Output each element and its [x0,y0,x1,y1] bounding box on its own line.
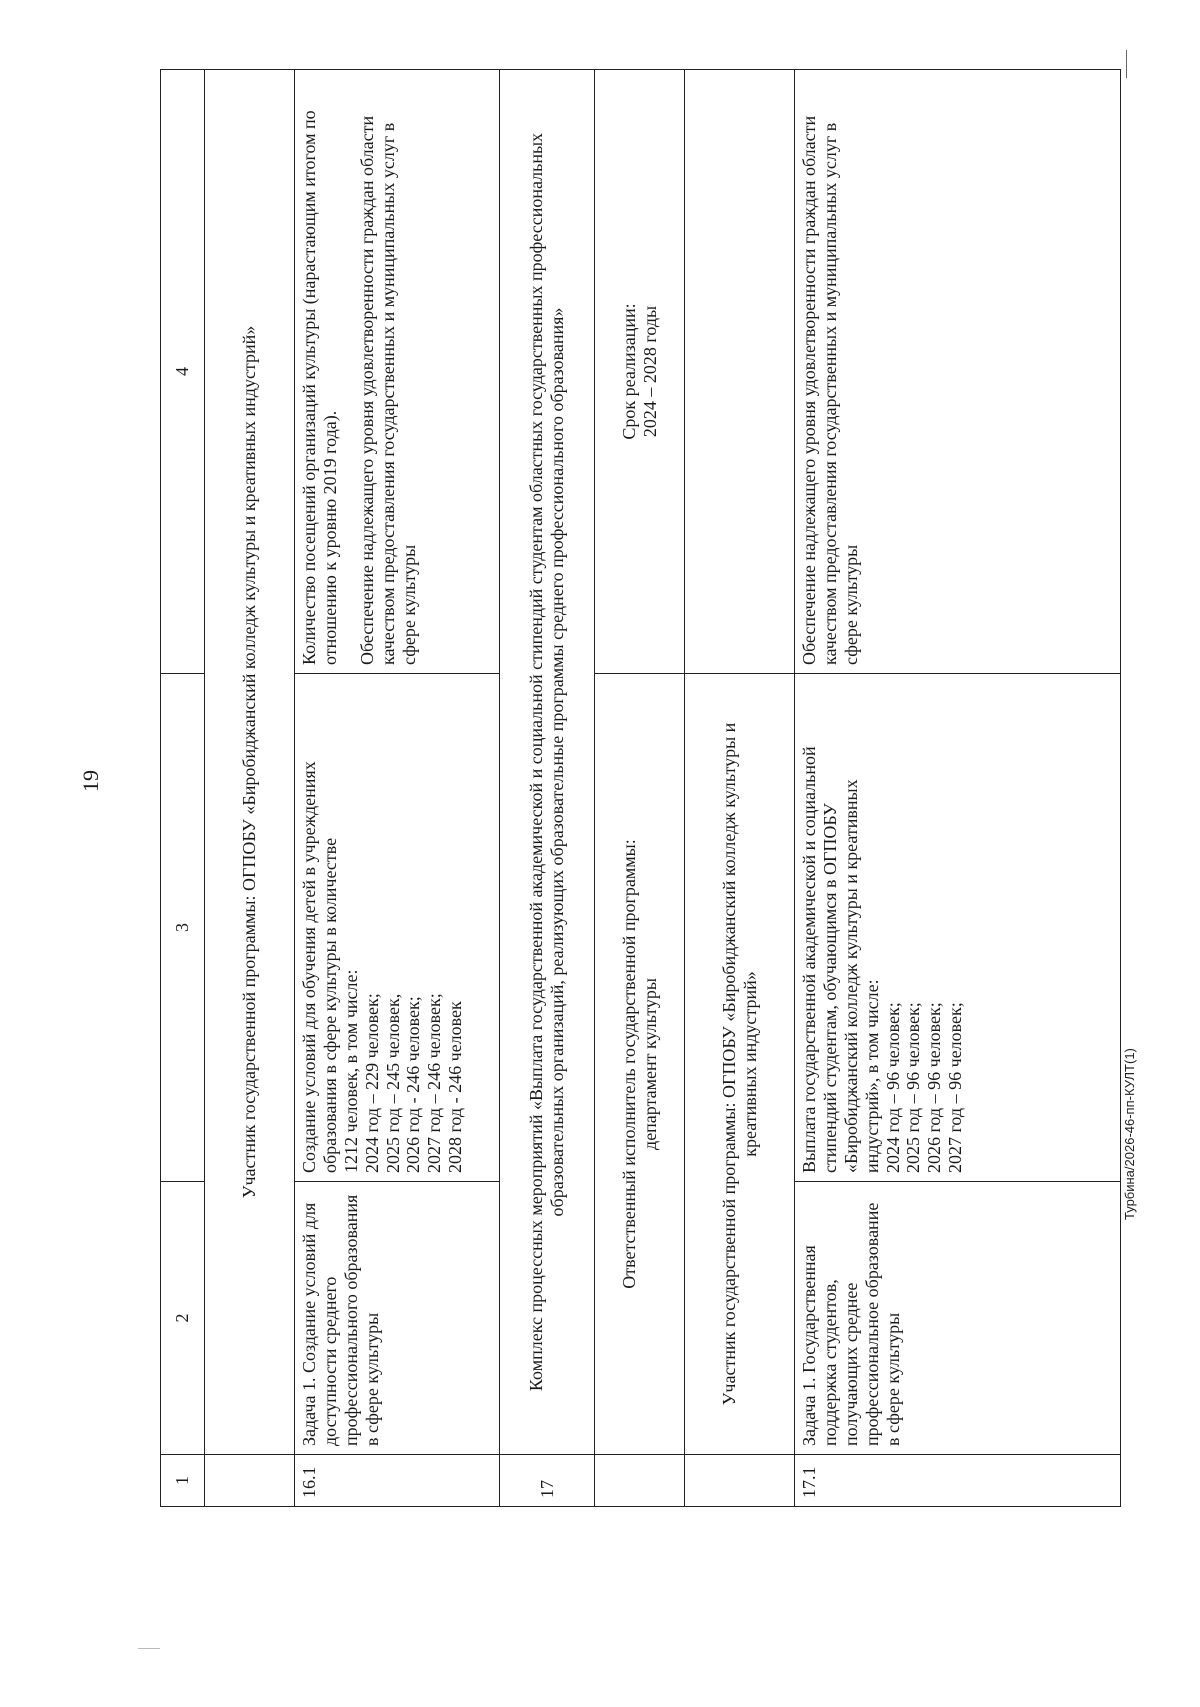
table-row [795,70,1121,1507]
implementation-term [595,70,685,674]
document-footer-code: Турбина/2026-46-пп-КУЛТ(1) [1122,1048,1137,1220]
result-line: Выплата государственной академической и социальной стипендий студентам, обучающимся в ОГПОБУ «Биробиджанский колледж культуры и креативных индустрий», в том числе: [799,746,882,1173]
result-line: Создание условий для обучения детей в учреждениях образования в сфере культуры в количестве [299,761,340,1173]
row-number-cell [595,1455,685,1507]
indicator-satisfaction: Обеспечение надлежащего уровня удовлетворенности граждан области качеством предоставления государственных и муниципальных услуг в сфере культуры [356,115,419,665]
row-number-17: 17 [500,1455,595,1507]
header-cell-4: 4 [161,70,205,674]
indicator-17-1: Обеспечение надлежащего уровня удовлетворенности граждан области качеством предоставления государственных и муниципальных услуг в сфере культуры [795,70,1121,674]
result-line: 2025 год – 245 человек, [382,993,403,1173]
term-value: 2024 – 2028 годы [639,305,660,438]
result-16-1 [295,674,500,1182]
responsible-label: Ответственный исполнитель государственной программы: [618,839,639,1289]
row-number-17-1: 17.1 [795,1455,1121,1507]
table-row [685,70,795,1507]
participant-row-17: Участник государственной программы: ОГПОБУ «Биробиджанский колледж культуры и креативных индустрий» [685,674,795,1455]
header-cell-3: 3 [161,674,205,1182]
footer-mark [1126,50,1127,78]
result-line: 2027 год – 246 человек; [424,993,445,1173]
page-number: 19 [78,770,103,792]
indicator-visits: Количество посещений организаций культуры (нарастающим итогом по отношению к уровню 2019 года). [299,110,340,665]
term-label: Срок реализации: [618,303,639,440]
program-table [160,69,1121,1507]
table-row [500,70,595,1507]
table-row [295,70,500,1507]
header-cell-1: 1 [161,1455,205,1507]
table-header-row [161,70,205,1507]
scan-mark [138,1648,160,1649]
header-cell-2: 2 [161,1182,205,1455]
responsible-executor [595,674,685,1455]
result-line: 1212 человек, в том числе: [340,969,361,1173]
row-number-cell [685,1455,795,1507]
complex-title-17: Комплекс процессных мероприятий «Выплата государственной академической и социальной стипендий студентам областных государственных профессиональных образовательных организаций, реализующих образовательные программы среднего профессионального образования» [500,70,595,1455]
task-16-1: Задача 1. Создание условий для доступности среднего профессионального образования в сфере культуры [295,1182,500,1455]
table-row [595,70,685,1507]
row-number-cell [205,1455,295,1507]
program-table-wrapper [160,70,1120,1507]
result-17-1 [795,674,1121,1182]
participant-row-16: Участник государственной программы: ОГПОБУ «Биробиджанский колледж культуры и креативных индустрий» [205,70,295,1455]
result-line: 2024 год – 229 человек; [361,993,382,1173]
result-line: 2028 год - 246 человек [445,1001,466,1173]
result-line: 2026 год - 246 человек; [403,996,424,1173]
responsible-value: департамент культуры [639,978,660,1150]
row-number-16-1: 16.1 [295,1455,500,1507]
indicators-16-1 [295,70,500,674]
table-row [205,70,295,1507]
task-17-1: Задача 1. Государственная поддержка студентов, получающих среднее профессиональное образование в сфере культуры [795,1182,1121,1455]
result-line: 2025 год – 96 человек; [903,1002,924,1173]
empty-cell [685,70,795,674]
result-line: 2024 год – 96 человек; [882,1002,903,1173]
result-line: 2027 год – 96 человек; [945,1002,966,1173]
result-line: 2026 год – 96 человек; [924,1002,945,1173]
spacer [341,78,357,665]
